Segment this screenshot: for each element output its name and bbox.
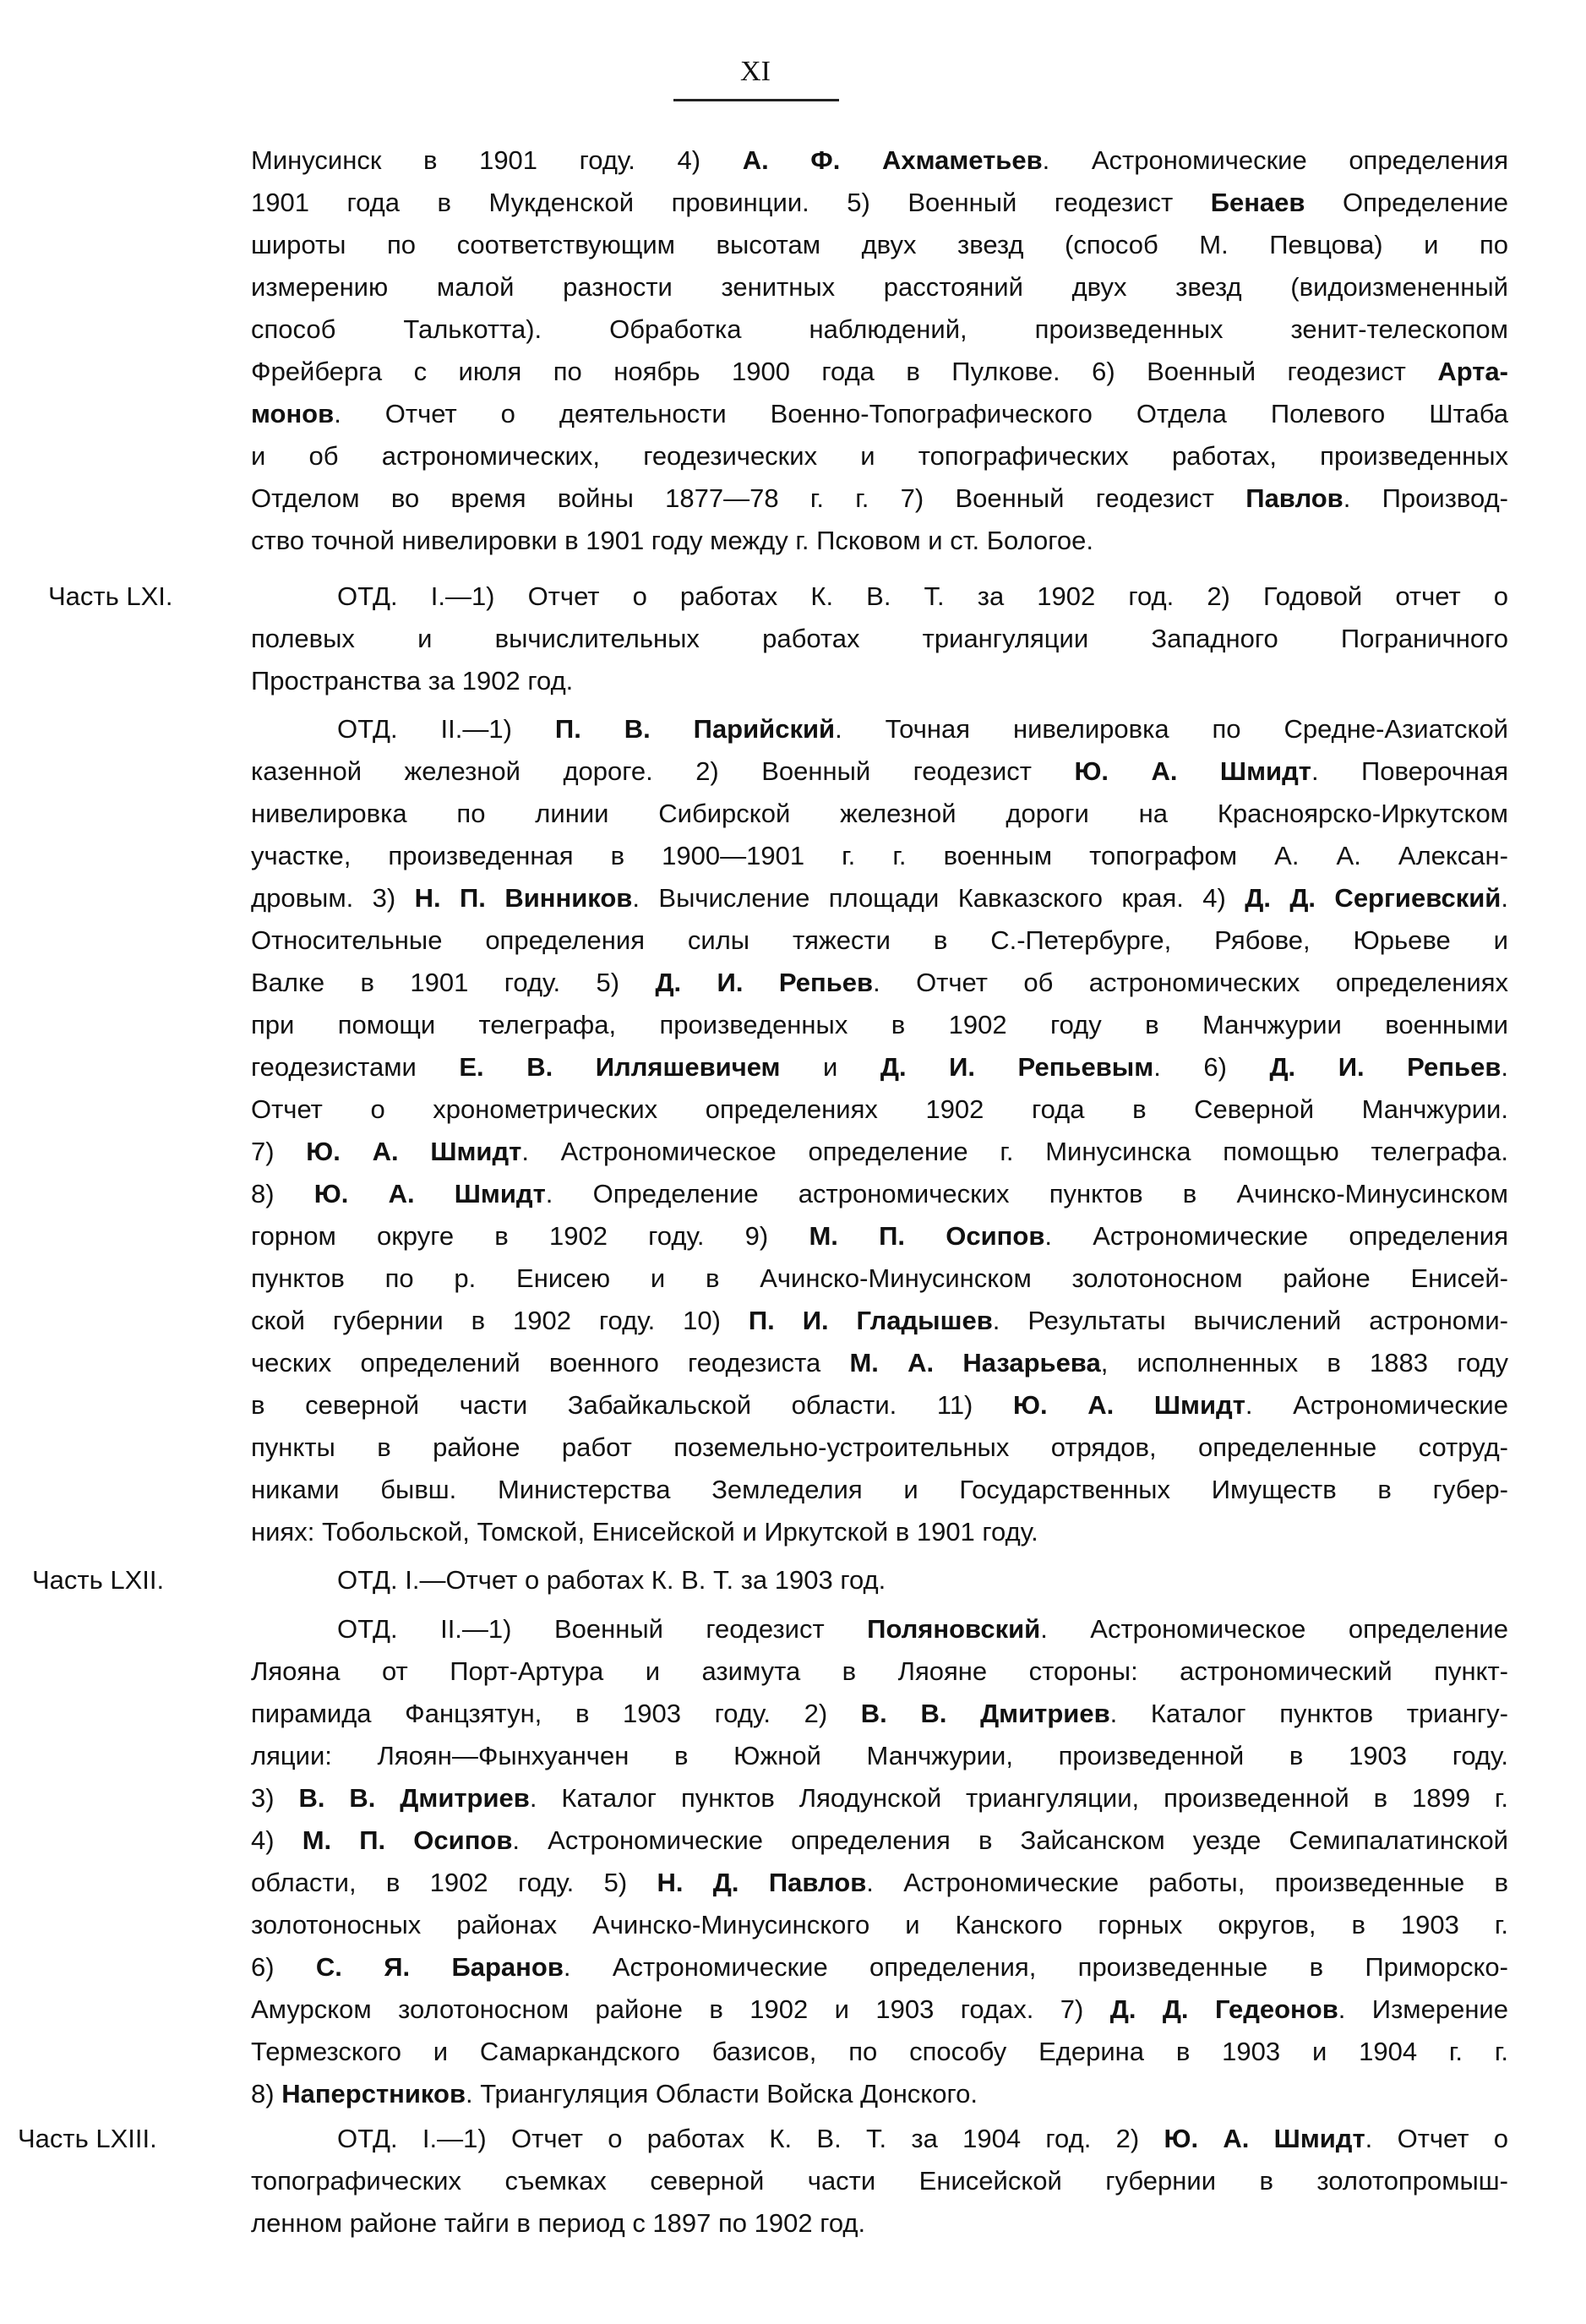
text-line (251, 2118, 1508, 2160)
paragraph-lxi-otd-1 (251, 576, 1508, 702)
text-line (251, 1946, 1508, 1988)
text-segment: ОТД. I.—1) Отчет о работах К. В. Т. за 1902 год. 2) Годовой отчет о (337, 581, 1508, 611)
paragraph-continuation (251, 139, 1508, 562)
text-segment: никами бывш. Министерства Земледелия и Государственных Имуществ в губер- (251, 1475, 1508, 1504)
text-line (251, 1088, 1508, 1131)
text-line (251, 1215, 1508, 1257)
text-line (251, 224, 1508, 266)
text-line (251, 308, 1508, 351)
text-segment: Валке в 1901 году. 5) (251, 968, 656, 997)
text-line (251, 1342, 1508, 1384)
text-segment: дровым. 3) (251, 883, 415, 913)
author-name: М. П. Осипов (302, 1825, 513, 1855)
text-segment: Амурском золотоносном районе в 1902 и 1903 годах. 7) (251, 1994, 1110, 2024)
text-segment: золотоносных районах Ачинско-Минусинского и Канского горных округов, в 1903 г. (251, 1910, 1508, 1939)
text-segment: 6) (251, 1952, 316, 1982)
text-segment: Минусинск в 1901 году. 4) (251, 145, 743, 175)
text-segment: . Триангуляция Области Войска Донского. (466, 2079, 978, 2109)
author-name: В. В. Дмитриев (860, 1699, 1110, 1728)
text-segment: ниях: Тобольской, Томской, Енисейской и Иркутской в 1901 году. (251, 1517, 1038, 1547)
author-name: С. Я. Баранов (315, 1952, 564, 1982)
part-label-lxii: Часть LXII. (32, 1565, 165, 1595)
author-name: Арта- (1437, 357, 1508, 386)
text-line (251, 708, 1508, 750)
author-name: Н. Д. Павлов (657, 1868, 867, 1897)
text-line (251, 1862, 1508, 1904)
author-name: Ю. А. Шмидт (1074, 756, 1311, 786)
author-name: Д. И. Репьев (655, 968, 874, 997)
text-segment: и (780, 1052, 880, 1082)
text-segment: области, в 1902 году. 5) (251, 1868, 657, 1897)
author-name: Д. Д. Сергиевский (1245, 883, 1502, 913)
text-line (251, 1257, 1508, 1300)
author-name: В. В. Дмитриев (298, 1783, 530, 1813)
text-segment: участке, произведенная в 1900—1901 г. г. военным топографом А. А. Алексан- (251, 841, 1508, 870)
text-segment: . Астрономическое определение г. Минусинска помощью телеграфа. (521, 1137, 1509, 1166)
text-segment: . Производ- (1343, 483, 1508, 513)
text-segment: . Астрономическое определение (1040, 1614, 1508, 1644)
text-segment: широты по соответствующим высотам двух звезд (способ М. Певцова) и по (251, 230, 1508, 259)
text-segment: . (1501, 1052, 1508, 1082)
text-segment: ОТД. II.—1) (337, 714, 555, 744)
author-name: Поляновский (867, 1614, 1041, 1644)
text-segment: полевых и вычислительных работах триангуляции Западного Пограничного (251, 624, 1508, 653)
author-name: Бенаев (1210, 188, 1305, 217)
text-segment: . Астрономические (1245, 1390, 1508, 1420)
text-segment: Отделом во время войны 1877—78 г. г. 7) Военный геодезист (251, 483, 1246, 513)
text-line (251, 1131, 1508, 1173)
paragraph-lxii-otd-2 (251, 1608, 1508, 2115)
text-segment: , исполненных в 1883 году (1100, 1348, 1508, 1377)
text-line (251, 1735, 1508, 1777)
text-line (251, 877, 1508, 919)
text-line (251, 435, 1508, 477)
text-segment: . (1501, 883, 1508, 913)
text-segment: ленном районе тайги в период с 1897 по 1902 год. (251, 2208, 866, 2238)
text-line (251, 1427, 1508, 1469)
author-name: М. П. Осипов (809, 1221, 1045, 1251)
text-segment: при помощи телеграфа, произведенных в 1902 году в Манчжурии военными (251, 1010, 1508, 1039)
author-name: Ю. А. Шмидт (1013, 1390, 1245, 1420)
text-segment: . Точная нивелировка по Средне-Азиатской (835, 714, 1508, 744)
author-name: П. И. Гладышев (748, 1306, 993, 1335)
text-line (251, 1469, 1508, 1511)
text-segment: . Результаты вычислений астрономи- (992, 1306, 1509, 1335)
text-line (251, 576, 1508, 618)
author-name: Е. В. Илляшевичем (459, 1052, 781, 1082)
text-segment: . Отчет о (1365, 2124, 1508, 2153)
text-line (251, 1511, 1508, 1553)
author-name: Ю. А. Шмидт (306, 1137, 522, 1166)
text-line (251, 1004, 1508, 1046)
text-line (251, 1384, 1508, 1427)
text-line (251, 1904, 1508, 1946)
text-segment: Ляояна от Порт-Артура и азимута в Ляояне стороны: астрономический пункт- (251, 1656, 1508, 1686)
text-line (251, 477, 1508, 520)
text-line (251, 1608, 1508, 1650)
text-segment: способ Талькотта). Обработка наблюдений, произведенных зенит-телескопом (251, 314, 1508, 344)
header-rule (673, 99, 839, 101)
text-segment: . Каталог пунктов Ляодунской триангуляции, произведенной в 1899 г. (529, 1783, 1508, 1813)
text-segment: Пространства за 1902 год. (251, 666, 574, 696)
text-segment: ческих определений военного геодезиста (251, 1348, 850, 1377)
text-segment: казенной железной дороге. 2) Военный геодезист (251, 756, 1075, 786)
author-name: Н. П. Винников (414, 883, 633, 913)
text-segment: Фрейберга с июля по ноябрь 1900 года в Пулкове. 6) Военный геодезист (251, 357, 1438, 386)
text-segment: геодезистами (251, 1052, 460, 1082)
text-line (251, 2202, 1508, 2245)
author-name: Д. Д. Гедеонов (1109, 1994, 1338, 2024)
text-line (251, 1650, 1508, 1693)
text-line (251, 2160, 1508, 2202)
text-line (251, 919, 1508, 962)
author-name: Д. И. Репьев (1269, 1052, 1502, 1082)
text-line (251, 182, 1508, 224)
text-line (251, 835, 1508, 877)
part-label-lxiii: Часть LXIII. (18, 2124, 157, 2153)
text-segment: нивелировка по линии Сибирской железной дороги на Красноярско-Иркутском (251, 799, 1508, 828)
text-segment: . Измерение (1338, 1994, 1508, 2024)
text-segment: . Астрономические работы, произведенные в (866, 1868, 1509, 1897)
text-line (251, 2031, 1508, 2073)
part-label-lxi: Часть LXI. (48, 581, 173, 611)
text-segment: 7) (251, 1137, 307, 1166)
author-name: Павлов (1245, 483, 1343, 513)
paragraph-lxii-otd-1 (251, 1559, 1508, 1601)
text-line (251, 1988, 1508, 2031)
text-segment: Относительные определения силы тяжести в С.-Петербурге, Рябове, Юрьеве и (251, 925, 1508, 955)
text-segment: . Каталог пунктов триангу- (1109, 1699, 1508, 1728)
text-line (251, 351, 1508, 393)
text-line (251, 520, 1508, 562)
text-segment: . 6) (1153, 1052, 1270, 1082)
author-name: Ю. А. Шмидт (1164, 2124, 1365, 2153)
author-name: П. В. Парийский (554, 714, 836, 744)
text-segment: ляции: Ляоян—Фынхуанчен в Южной Манчжурии, произведенной в 1903 году. (251, 1741, 1508, 1770)
text-segment: пирамида Фанцзятун, в 1903 году. 2) (251, 1699, 861, 1728)
text-line (251, 1559, 1508, 1601)
text-segment: ОТД. I.—1) Отчет о работах К. В. Т. за 1904 год. 2) (337, 2124, 1164, 2153)
text-segment: горном округе в 1902 году. 9) (251, 1221, 809, 1251)
text-line (251, 1300, 1508, 1342)
text-line (251, 618, 1508, 660)
text-line (251, 1693, 1508, 1735)
text-segment: . Отчет о деятельности Военно-Топографического Отдела Полевого Штаба (334, 399, 1508, 428)
text-segment: 3) (251, 1783, 299, 1813)
paragraph-lxiii-otd-1 (251, 2118, 1508, 2245)
text-segment: ОТД. I.—Отчет о работах К. В. Т. за 1903 год. (337, 1565, 886, 1595)
text-segment: и об астрономических, геодезических и топографических работах, произведенных (251, 441, 1508, 471)
text-segment: пунктов по р. Енисею и в Ачинско-Минусинском золотоносном районе Енисей- (251, 1263, 1508, 1293)
text-line (251, 2073, 1508, 2115)
text-line (251, 393, 1508, 435)
text-segment: . Отчет об астрономических определениях (873, 968, 1508, 997)
text-line (251, 1819, 1508, 1862)
text-segment: . Определение астрономических пунктов в Ачинско-Минусинском (545, 1179, 1508, 1208)
text-line (251, 660, 1508, 702)
text-line (251, 793, 1508, 835)
text-line (251, 139, 1508, 182)
author-name: Ю. А. Шмидт (313, 1179, 546, 1208)
text-segment: 8) (251, 2079, 282, 2109)
text-segment: ОТД. II.—1) Военный геодезист (337, 1614, 868, 1644)
text-segment: . Астрономические определения (1044, 1221, 1509, 1251)
text-segment: 4) (251, 1825, 302, 1855)
text-line (251, 266, 1508, 308)
text-segment: измерению малой разности зенитных расстояний двух звезд (видоизмененный (251, 272, 1508, 302)
author-name: М. А. Назарьева (849, 1348, 1101, 1377)
text-segment: Отчет о хронометрических определениях 1902 года в Северной Манчжурии. (251, 1094, 1508, 1124)
text-segment: пункты в районе работ поземельно-устроительных отрядов, определенные сотруд- (251, 1432, 1508, 1462)
text-segment: . Поверочная (1311, 756, 1508, 786)
text-segment: . Вычисление площади Кавказского края. 4) (632, 883, 1245, 913)
text-segment: Термезского и Самаркандского базисов, по способу Едерина в 1903 и 1904 г. г. (251, 2037, 1508, 2066)
text-segment: 1901 года в Мукденской провинции. 5) Военный геодезист (251, 188, 1211, 217)
text-segment: . Астрономические определения, произведенные в Приморско- (563, 1952, 1508, 1982)
text-segment: Определение (1305, 188, 1508, 217)
page-number: XI (740, 56, 771, 87)
text-line (251, 1046, 1508, 1088)
text-segment: ство точной нивелировки в 1901 году между г. Псковом и ст. Бологое. (251, 526, 1094, 555)
text-segment: ской губернии в 1902 году. 10) (251, 1306, 749, 1335)
text-segment: в северной части Забайкальской области. 11) (251, 1390, 1014, 1420)
text-segment: . Астрономические определения в Зайсанском уезде Семипалатинской (512, 1825, 1509, 1855)
author-name: монов (251, 399, 335, 428)
author-name: Д. И. Репьевым (880, 1052, 1154, 1082)
text-segment: топографических съемках северной части Енисейской губернии в золотопромыш- (251, 2166, 1508, 2196)
text-line (251, 962, 1508, 1004)
text-line (251, 1777, 1508, 1819)
text-line (251, 750, 1508, 793)
author-name: А. Ф. Ахмаметьев (742, 145, 1043, 175)
text-segment: 8) (251, 1179, 314, 1208)
paragraph-lxi-otd-2 (251, 708, 1508, 1553)
text-line (251, 1173, 1508, 1215)
author-name: Наперстников (281, 2079, 466, 2109)
text-segment: . Астрономические определения (1042, 145, 1508, 175)
